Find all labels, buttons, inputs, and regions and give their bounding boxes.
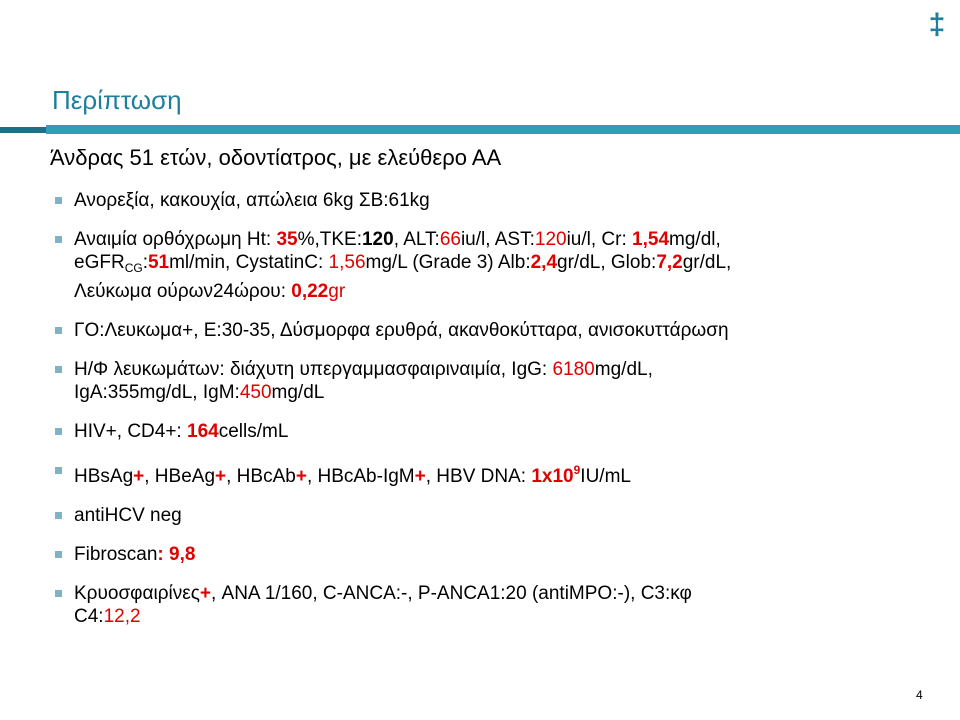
value-highlight: 35 (276, 229, 298, 250)
findings-list (54, 189, 944, 644)
list-item (54, 582, 944, 628)
list-item (54, 504, 944, 527)
square-bullet-icon (55, 366, 62, 373)
item-text: Ανορεξία, κακουχία, απώλεια 6kg ΣΒ:61kg (74, 190, 430, 211)
square-bullet-icon (55, 467, 62, 474)
item-text: antiHCV neg (74, 505, 182, 526)
value-highlight: 1,54 (632, 229, 670, 250)
value-highlight: gr (328, 281, 346, 302)
value-highlight: 6180 (552, 359, 595, 380)
value-highlight: 66 (439, 229, 461, 250)
list-item (54, 228, 944, 303)
value-highlight: + (199, 583, 211, 604)
value-highlight: 164 (187, 421, 219, 442)
value-highlight: : 9,8 (157, 544, 196, 565)
list-item (54, 543, 944, 566)
page-number: 4 (916, 688, 923, 702)
case-intro: Άνδρας 51 ετών, οδοντίατρος, με ελεύθερο ΑΑ (50, 145, 502, 170)
value-highlight: 1,56 (328, 252, 366, 273)
list-item (54, 189, 944, 212)
value-highlight: 9 (573, 463, 581, 477)
square-bullet-icon (55, 327, 62, 334)
list-item (54, 459, 944, 488)
square-bullet-icon (55, 512, 62, 519)
square-bullet-icon (55, 197, 62, 204)
value-highlight: 450 (239, 382, 272, 403)
value-highlight: 1x10 (531, 466, 574, 487)
square-bullet-icon (55, 428, 62, 435)
value-highlight: 12,2 (103, 606, 141, 627)
slide-title: Περίπτωση (52, 85, 182, 115)
square-bullet-icon (55, 551, 62, 558)
list-item (54, 319, 944, 342)
square-bullet-icon (55, 590, 62, 597)
item-text: ΓΟ:Λευκωμα+, Ε:30-35, Δύσμορφα ερυθρά, ακανθοκύτταρα, ανισοκυττάρωση (74, 320, 729, 341)
value-highlight: + (295, 466, 307, 487)
item-text: Αναιμία ορθόχρωμη Ht: 35%,TKE:120, ALT:66iu/l, AST:120iu/l, Cr: 1,54mg/dl, eGFR$_{CG}$:51ml/min, CystatinC: 1,56mg/L (Grade 3) Alb:2,4gr/dL, Glob:7,2gr/dL, Λεύκωμα ούρων24ώρου: 0,22gr (74, 229, 732, 302)
item-text: Κρυοσφαιρίνες+, ANA 1/160, C-ANCA:-, P-ANCA1:20 (antiMPO:-), C3:κφ C4:12,2 (74, 583, 692, 627)
item-text: Fibroscan: 9,8 (74, 544, 196, 565)
title-underline-accent (0, 127, 46, 133)
value-highlight: 0,22 (291, 281, 329, 302)
value-highlight: + (133, 466, 145, 487)
value-highlight: 51 (147, 252, 170, 273)
value-highlight: + (215, 466, 227, 487)
item-text: Η/Φ λευκωμάτων: διάχυτη υπεργαμμασφαιριναιμία, IgG: 6180mg/dL, IgA:355mg/dL, IgM:450mg/dL (74, 359, 653, 403)
list-item (54, 358, 944, 404)
value-highlight: 120 (534, 229, 567, 250)
list-item (54, 420, 944, 443)
title-underline (46, 125, 960, 134)
value-highlight: 2,4 (530, 252, 558, 273)
value-highlight: + (414, 466, 426, 487)
item-text: HIV+, CD4+: 164cells/mL (74, 421, 289, 442)
square-bullet-icon (55, 236, 62, 243)
item-text: HBsAg+, HBeAg+, HBcAb+, HBcAb-IgM+, HBV DNA: $1x10^9IU/mL$ (74, 463, 631, 487)
value-bold: 120 (361, 229, 394, 250)
value-highlight: 7,2 (656, 252, 683, 273)
dagger-mark: ‡ (928, 8, 946, 41)
